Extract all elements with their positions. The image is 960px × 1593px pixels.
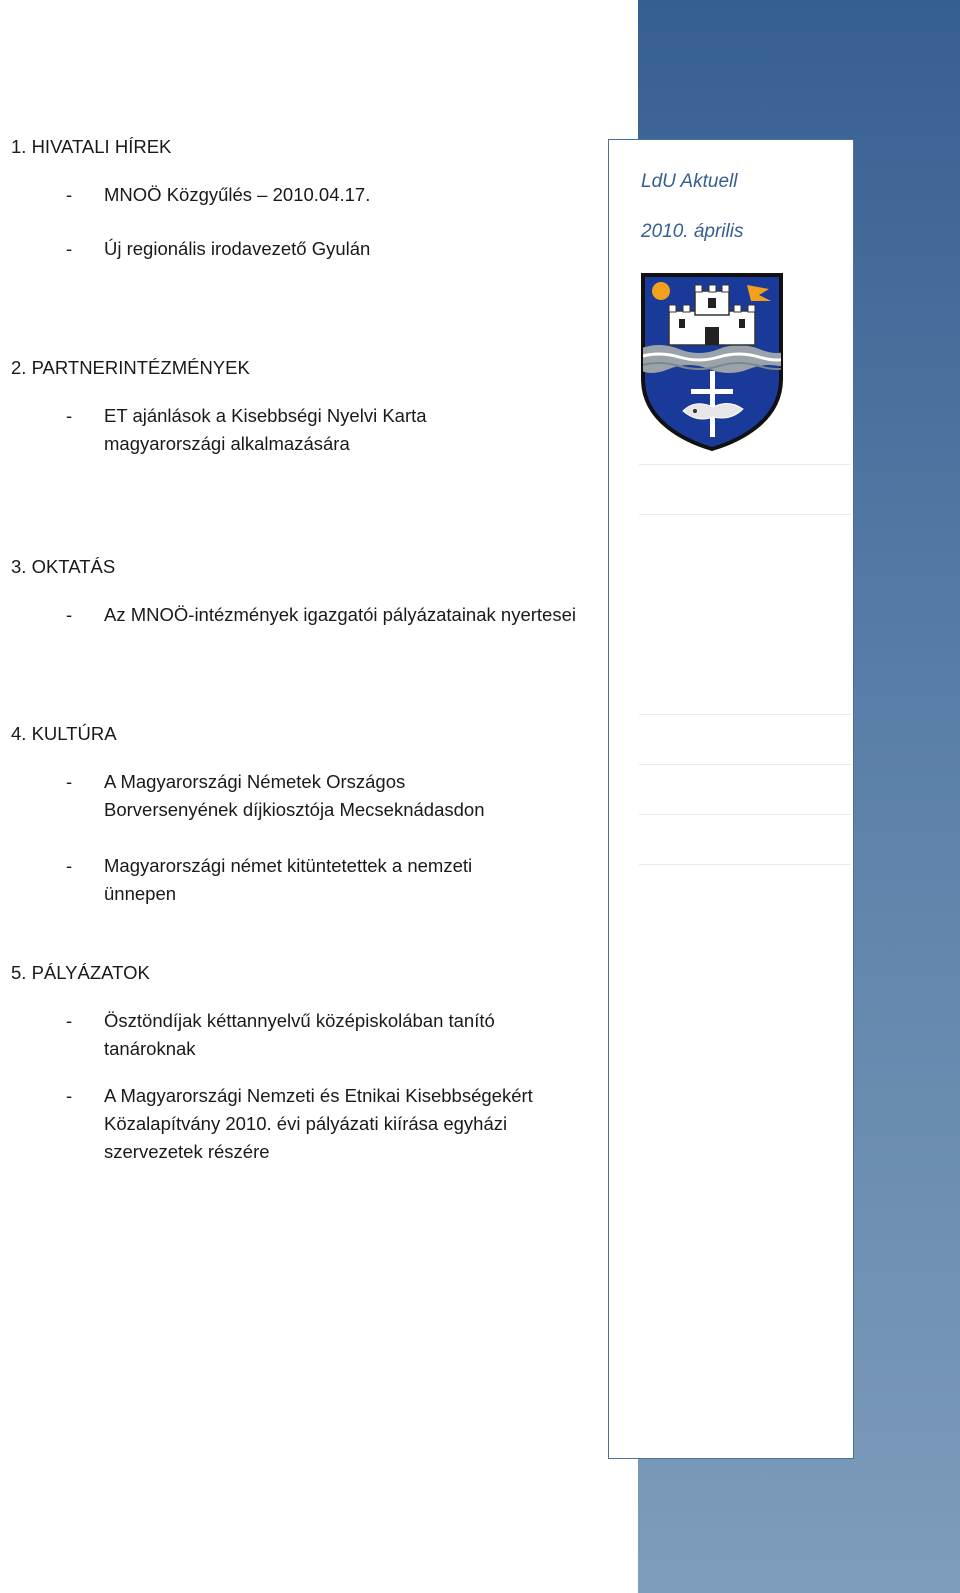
list-dash: - bbox=[66, 238, 73, 259]
list-dash: - bbox=[66, 405, 73, 426]
list-dash: - bbox=[66, 604, 73, 625]
panel-divider bbox=[639, 464, 851, 465]
list-item bbox=[66, 1082, 561, 1166]
list-item-text: A Magyarországi Németek Országos Borversenyének díjkiosztója Mecseknádasdon bbox=[104, 771, 485, 820]
panel-divider bbox=[639, 764, 851, 765]
list-item bbox=[66, 1007, 561, 1063]
list-item bbox=[66, 601, 578, 629]
panel-divider bbox=[639, 714, 851, 715]
section-heading-oktatas: 3. OKTATÁS bbox=[11, 556, 116, 577]
list-item-text: Ösztöndíjak kéttannyelvű középiskolában tanító tanároknak bbox=[104, 1010, 495, 1059]
panel-divider bbox=[639, 864, 851, 865]
list-dash: - bbox=[66, 771, 73, 792]
newsletter-title: LdU Aktuell bbox=[641, 171, 738, 192]
info-panel bbox=[608, 139, 854, 1459]
panel-divider bbox=[639, 514, 851, 515]
list-item bbox=[66, 768, 536, 824]
list-dash: - bbox=[66, 1085, 73, 1106]
section-heading-kultura: 4. KULTÚRA bbox=[11, 723, 117, 744]
panel-divider bbox=[639, 814, 851, 815]
section-heading-palyazatok: 5. PÁLYÁZATOK bbox=[11, 962, 150, 983]
list-item bbox=[66, 235, 586, 263]
list-item bbox=[66, 852, 536, 908]
list-dash: - bbox=[66, 1010, 73, 1031]
list-item-text: ET ajánlások a Kisebbségi Nyelvi Karta magyarországi alkalmazására bbox=[104, 405, 427, 454]
section-heading-partnerintezmenyek: 2. PARTNERINTÉZMÉNYEK bbox=[11, 357, 250, 378]
list-item-text: Új regionális irodavezető Gyulán bbox=[104, 238, 371, 259]
list-item-text: A Magyarországi Nemzeti és Etnikai Kisebbségekért Közalapítvány 2010. évi pályázati kiírása egyházi szervezetek részére bbox=[104, 1085, 533, 1162]
newsletter-date: 2010. április bbox=[641, 221, 744, 242]
list-item-text: Magyarországi német kitüntetettek a nemzeti ünnepen bbox=[104, 855, 473, 904]
list-item-text: MNOÖ Közgyűlés – 2010.04.17. bbox=[104, 184, 371, 205]
list-item-text: Az MNOÖ-intézmények igazgatói pályázatainak nyertesei bbox=[104, 604, 576, 625]
coat-of-arms-icon bbox=[639, 271, 785, 453]
list-item bbox=[66, 402, 486, 458]
list-dash: - bbox=[66, 184, 73, 205]
list-item bbox=[66, 181, 586, 209]
list-dash: - bbox=[66, 855, 73, 876]
section-heading-hivatali-hirek: 1. HIVATALI HÍREK bbox=[11, 136, 172, 157]
